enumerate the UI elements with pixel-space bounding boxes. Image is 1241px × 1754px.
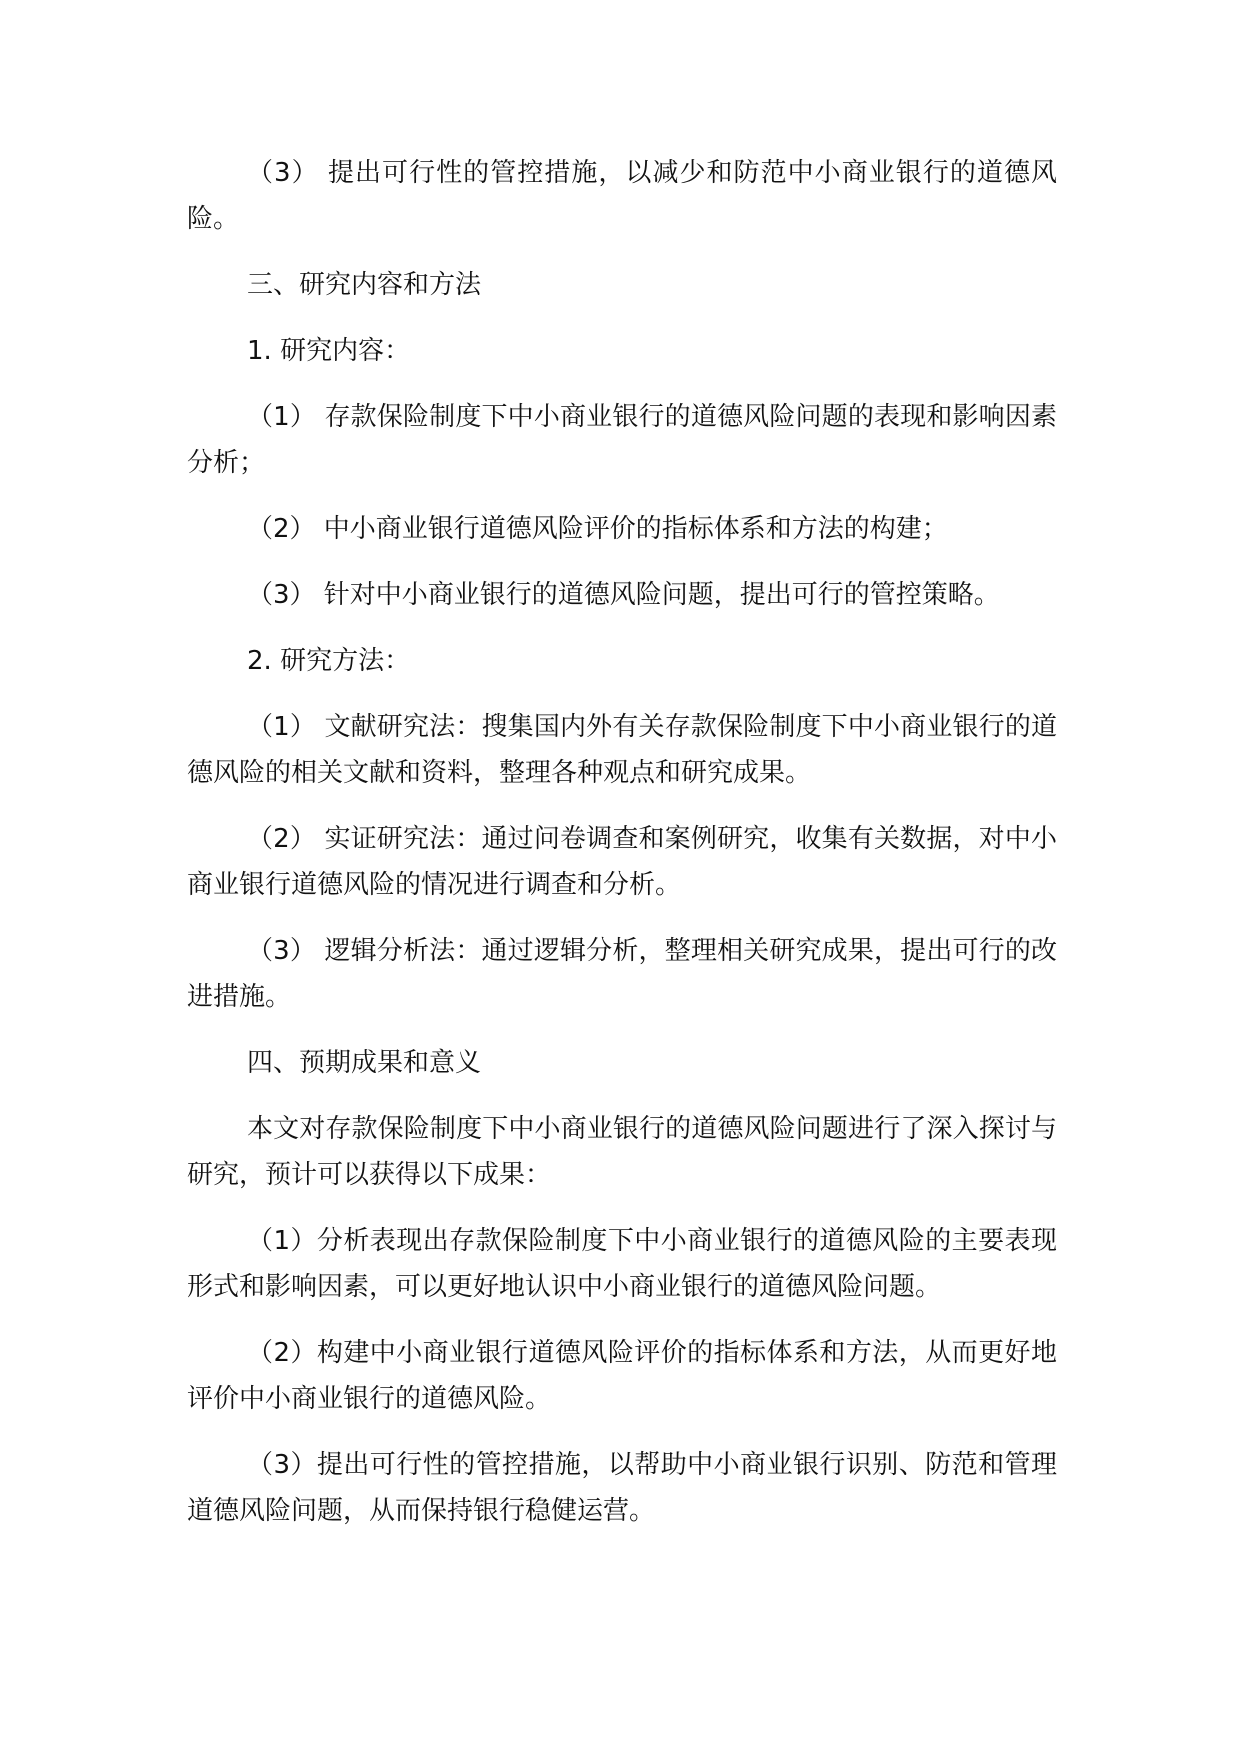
- paragraph-content-1: （1） 存款保险制度下中小商业银行的道德风险问题的表现和影响因素分析；: [187, 402, 1057, 478]
- paragraph-method-3: （3） 逻辑分析法：通过逻辑分析，整理相关研究成果，提出可行的改进措施。: [187, 936, 1057, 1012]
- paragraph-method-2: （2） 实证研究法：通过问卷调查和案例研究，收集有关数据，对中小商业银行道德风险的情况进行调查和分析。: [187, 824, 1057, 900]
- subheading-research-methods: 2. 研究方法：: [247, 646, 411, 676]
- paragraph-results-intro: 本文对存款保险制度下中小商业银行的道德风险问题进行了深入探讨与研究，预计可以获得以下成果：: [187, 1114, 1057, 1190]
- document-body: [187, 150, 1057, 1554]
- paragraph-result-1: （1）分析表现出存款保险制度下中小商业银行的道德风险的主要表现形式和影响因素，可以更好地认识中小商业银行的道德风险问题。: [187, 1226, 1057, 1302]
- paragraph-content-2: （2） 中小商业银行道德风险评价的指标体系和方法的构建；: [247, 514, 948, 544]
- section-heading-expected-results: 四、预期成果和意义: [247, 1048, 482, 1078]
- paragraph-method-1: （1） 文献研究法：搜集国内外有关存款保险制度下中小商业银行的道德风险的相关文献和资料，整理各种观点和研究成果。: [187, 712, 1057, 788]
- paragraph-objective-3: （3） 提出可行性的管控措施，以减少和防范中小商业银行的道德风险。: [187, 158, 1057, 234]
- subheading-research-content: 1. 研究内容：: [247, 336, 411, 366]
- section-heading-research-content-methods: 三、研究内容和方法: [247, 270, 482, 300]
- paragraph-result-2: （2）构建中小商业银行道德风险评价的指标体系和方法，从而更好地评价中小商业银行的道德风险。: [187, 1338, 1057, 1414]
- paragraph-result-3: （3）提出可行性的管控措施，以帮助中小商业银行识别、防范和管理道德风险问题，从而保持银行稳健运营。: [187, 1450, 1057, 1526]
- paragraph-content-3: （3） 针对中小商业银行的道德风险问题，提出可行的管控策略。: [247, 580, 1000, 610]
